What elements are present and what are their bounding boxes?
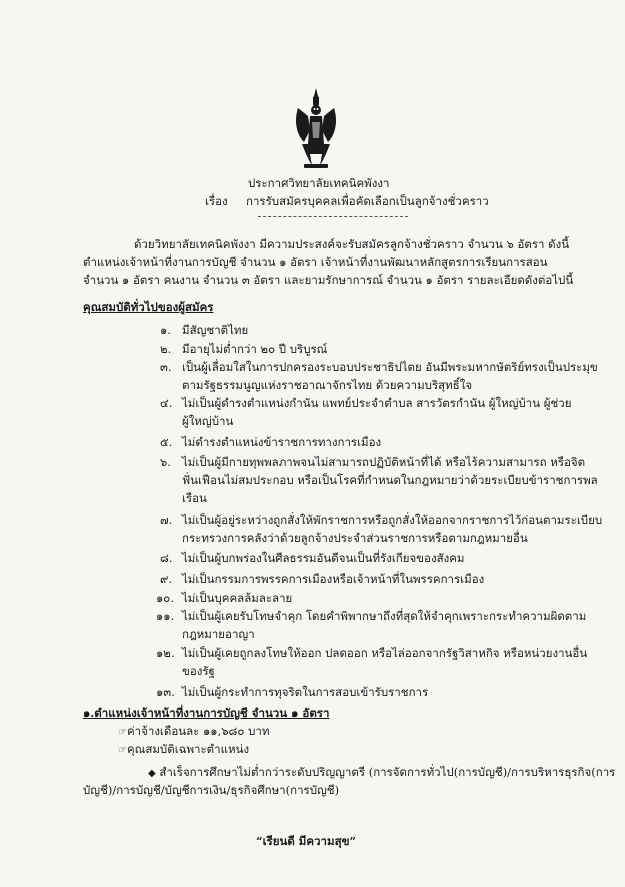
intro-line-2: ตำแหน่งเจ้าหน้าที่งานการบัญชี จำนวน ๑ อัตรา เจ้าหน้าที่งานพัฒนาหลักสูตรการเรียนการสอน <box>83 255 548 269</box>
qualification-number: ๙. <box>160 572 173 586</box>
qualification-number: ๓. <box>160 360 172 374</box>
qualification-number: ๑๒. <box>156 646 175 660</box>
qualification-text: เป็นผู้เลื่อมใสในการปกครองระบอบประชาธิปไตย อันมีพระมหากษัตริย์ทรงเป็นประมุข <box>182 360 598 374</box>
specific-qualification-text: คุณสมบัติเฉพาะตำแหน่ง <box>126 742 250 756</box>
education-line-1: ◆ สำเร็จการศึกษาไม่ต่ำกว่าระดับปริญญาตรี (การจัดการทั่วไป(การบัญชี)/การบริหารธุรกิจ(การ <box>148 765 616 779</box>
qualification-number: ๖. <box>160 455 171 469</box>
qualification-number: ๑๐. <box>156 591 174 605</box>
qualification-text: ไม่เป็นกรรมการพรรคการเมืองหรือเจ้าหน้าที่ในพรรคการเมือง <box>182 572 485 586</box>
subject-label: เรื่อง <box>205 194 228 208</box>
qualification-text: ไม่เป็นผู้เคยถูกลงโทษให้ออก ปลดออก หรือไล่ออกจากรัฐวิสาหกิจ หรือหน่วยงานอื่น <box>182 646 588 660</box>
pointing-hand-icon: ☞ <box>118 727 127 738</box>
qualification-text: ไม่เป็นผู้กระทำการทุจริตในการสอบเข้ารับราชการ <box>182 685 429 699</box>
qualification-text: กฎหมายอาญา <box>182 627 255 641</box>
qualification-number: ๘. <box>160 551 173 565</box>
qualification-text: ไม่เป็นผู้บกพร่องในศีลธรรมอันดีจนเป็นที่รังเกียจของสังคม <box>182 551 465 565</box>
qualification-text: ฟั่นเฟือนไม่สมประกอบ หรือเป็นโรคที่กำหนดในกฎหมายว่าด้วยระเบียบข้าราชการพล <box>182 473 598 487</box>
header-divider <box>258 216 408 217</box>
qualification-number: ๑๓. <box>156 685 175 699</box>
qualification-number: ๑. <box>160 323 171 337</box>
subject-text: การรับสมัครบุคคลเพื่อคัดเลือกเป็นลูกจ้างชั่วคราว <box>246 194 489 208</box>
qualification-number: ๕. <box>160 435 173 449</box>
announcement-title: ประกาศวิทยาลัยเทคนิคพังงา <box>248 176 390 190</box>
qualification-text: ไม่เป็นผู้เคยรับโทษจำคุก โดยคำพิพากษาถึงที่สุดให้จำคุกเพราะกระทำความผิดตาม <box>182 609 587 623</box>
qualification-text: กระทรวงการคลังว่าด้วยลูกจ้างประจำส่วนราชการหรือตามกฎหมายอื่น <box>182 531 528 545</box>
qualification-text: เรือน <box>182 491 207 505</box>
wage-line <box>118 723 269 741</box>
pointing-hand-icon: ☞ <box>118 745 127 756</box>
qualification-text: ผู้ใหญ่บ้าน <box>182 414 234 428</box>
qualification-text: ตามรัฐธรรมนูญแห่งราชอาณาจักรไทย ด้วยความบริสุทธิ์ใจ <box>182 378 473 392</box>
specific-qualification-line <box>118 741 249 759</box>
college-motto: “เรียนดี มีความสุข” <box>256 834 357 848</box>
diamond-bullet-icon: ◆ <box>148 768 156 779</box>
qualification-number: ๑๑. <box>156 609 175 623</box>
qualification-text: มีอายุไม่ต่ำกว่า ๒๐ ปี บริบูรณ์ <box>182 342 328 356</box>
position-1-heading: ๑.ตำแหน่งเจ้าหน้าที่งานการบัญชี จำนวน ๑ อัตรา <box>83 706 330 720</box>
qualification-text: ไม่เป็นผู้ดำรงตำแหน่งกำนัน แพทย์ประจำตำบล สารวัตรกำนัน ผู้ใหญ่บ้าน ผู้ช่วย <box>182 396 572 410</box>
qualification-number: ๒. <box>160 342 172 356</box>
qualification-text: ไม่ดำรงตำแหน่งข้าราชการทางการเมือง <box>182 435 382 449</box>
garuda-emblem-icon <box>292 86 340 170</box>
wage-text: ค่าจ้างเดือนละ ๑๑,๖๘๐ บาท <box>126 724 270 738</box>
intro-line-1: ด้วยวิทยาลัยเทคนิคพังงา มีความประสงค์จะรับสมัครลูกจ้างชั่วคราว จำนวน ๖ อัตรา ดังนี้ <box>134 237 570 251</box>
education-line-2: บัญชี)/การบัญชี/บัญชีการเงิน/ธุรกิจศึกษา(การบัญชี) <box>83 783 340 797</box>
qualification-number: ๗. <box>160 513 173 527</box>
qualification-text: ไม่เป็นผู้อยู่ระหว่างถูกสั่งให้พักราชการหรือถูกสั่งให้ออกจากราชการไว้ก่อนตามระเบียบ <box>182 513 603 527</box>
qualification-number: ๔. <box>160 396 173 410</box>
qualifications-heading: คุณสมบัติทั่วไปของผู้สมัคร <box>83 300 214 314</box>
qualification-text: ไม่เป็นบุคคลล้มละลาย <box>182 591 293 605</box>
qualification-text: มีสัญชาติไทย <box>182 323 249 337</box>
qualification-text: ไม่เป็นผู้มีกายทุพพลภาพจนไม่สามารถปฏิบัติหน้าที่ได้ หรือไร้ความสามารถ หรือจิต <box>182 455 586 469</box>
intro-line-3: จำนวน ๑ อัตรา คนงาน จำนวน ๓ อัตรา และยามรักษาการณ์ จำนวน ๑ อัตรา รายละเอียดดังต่อไปนี้ <box>83 273 574 287</box>
qualification-text: ของรัฐ <box>182 664 215 678</box>
